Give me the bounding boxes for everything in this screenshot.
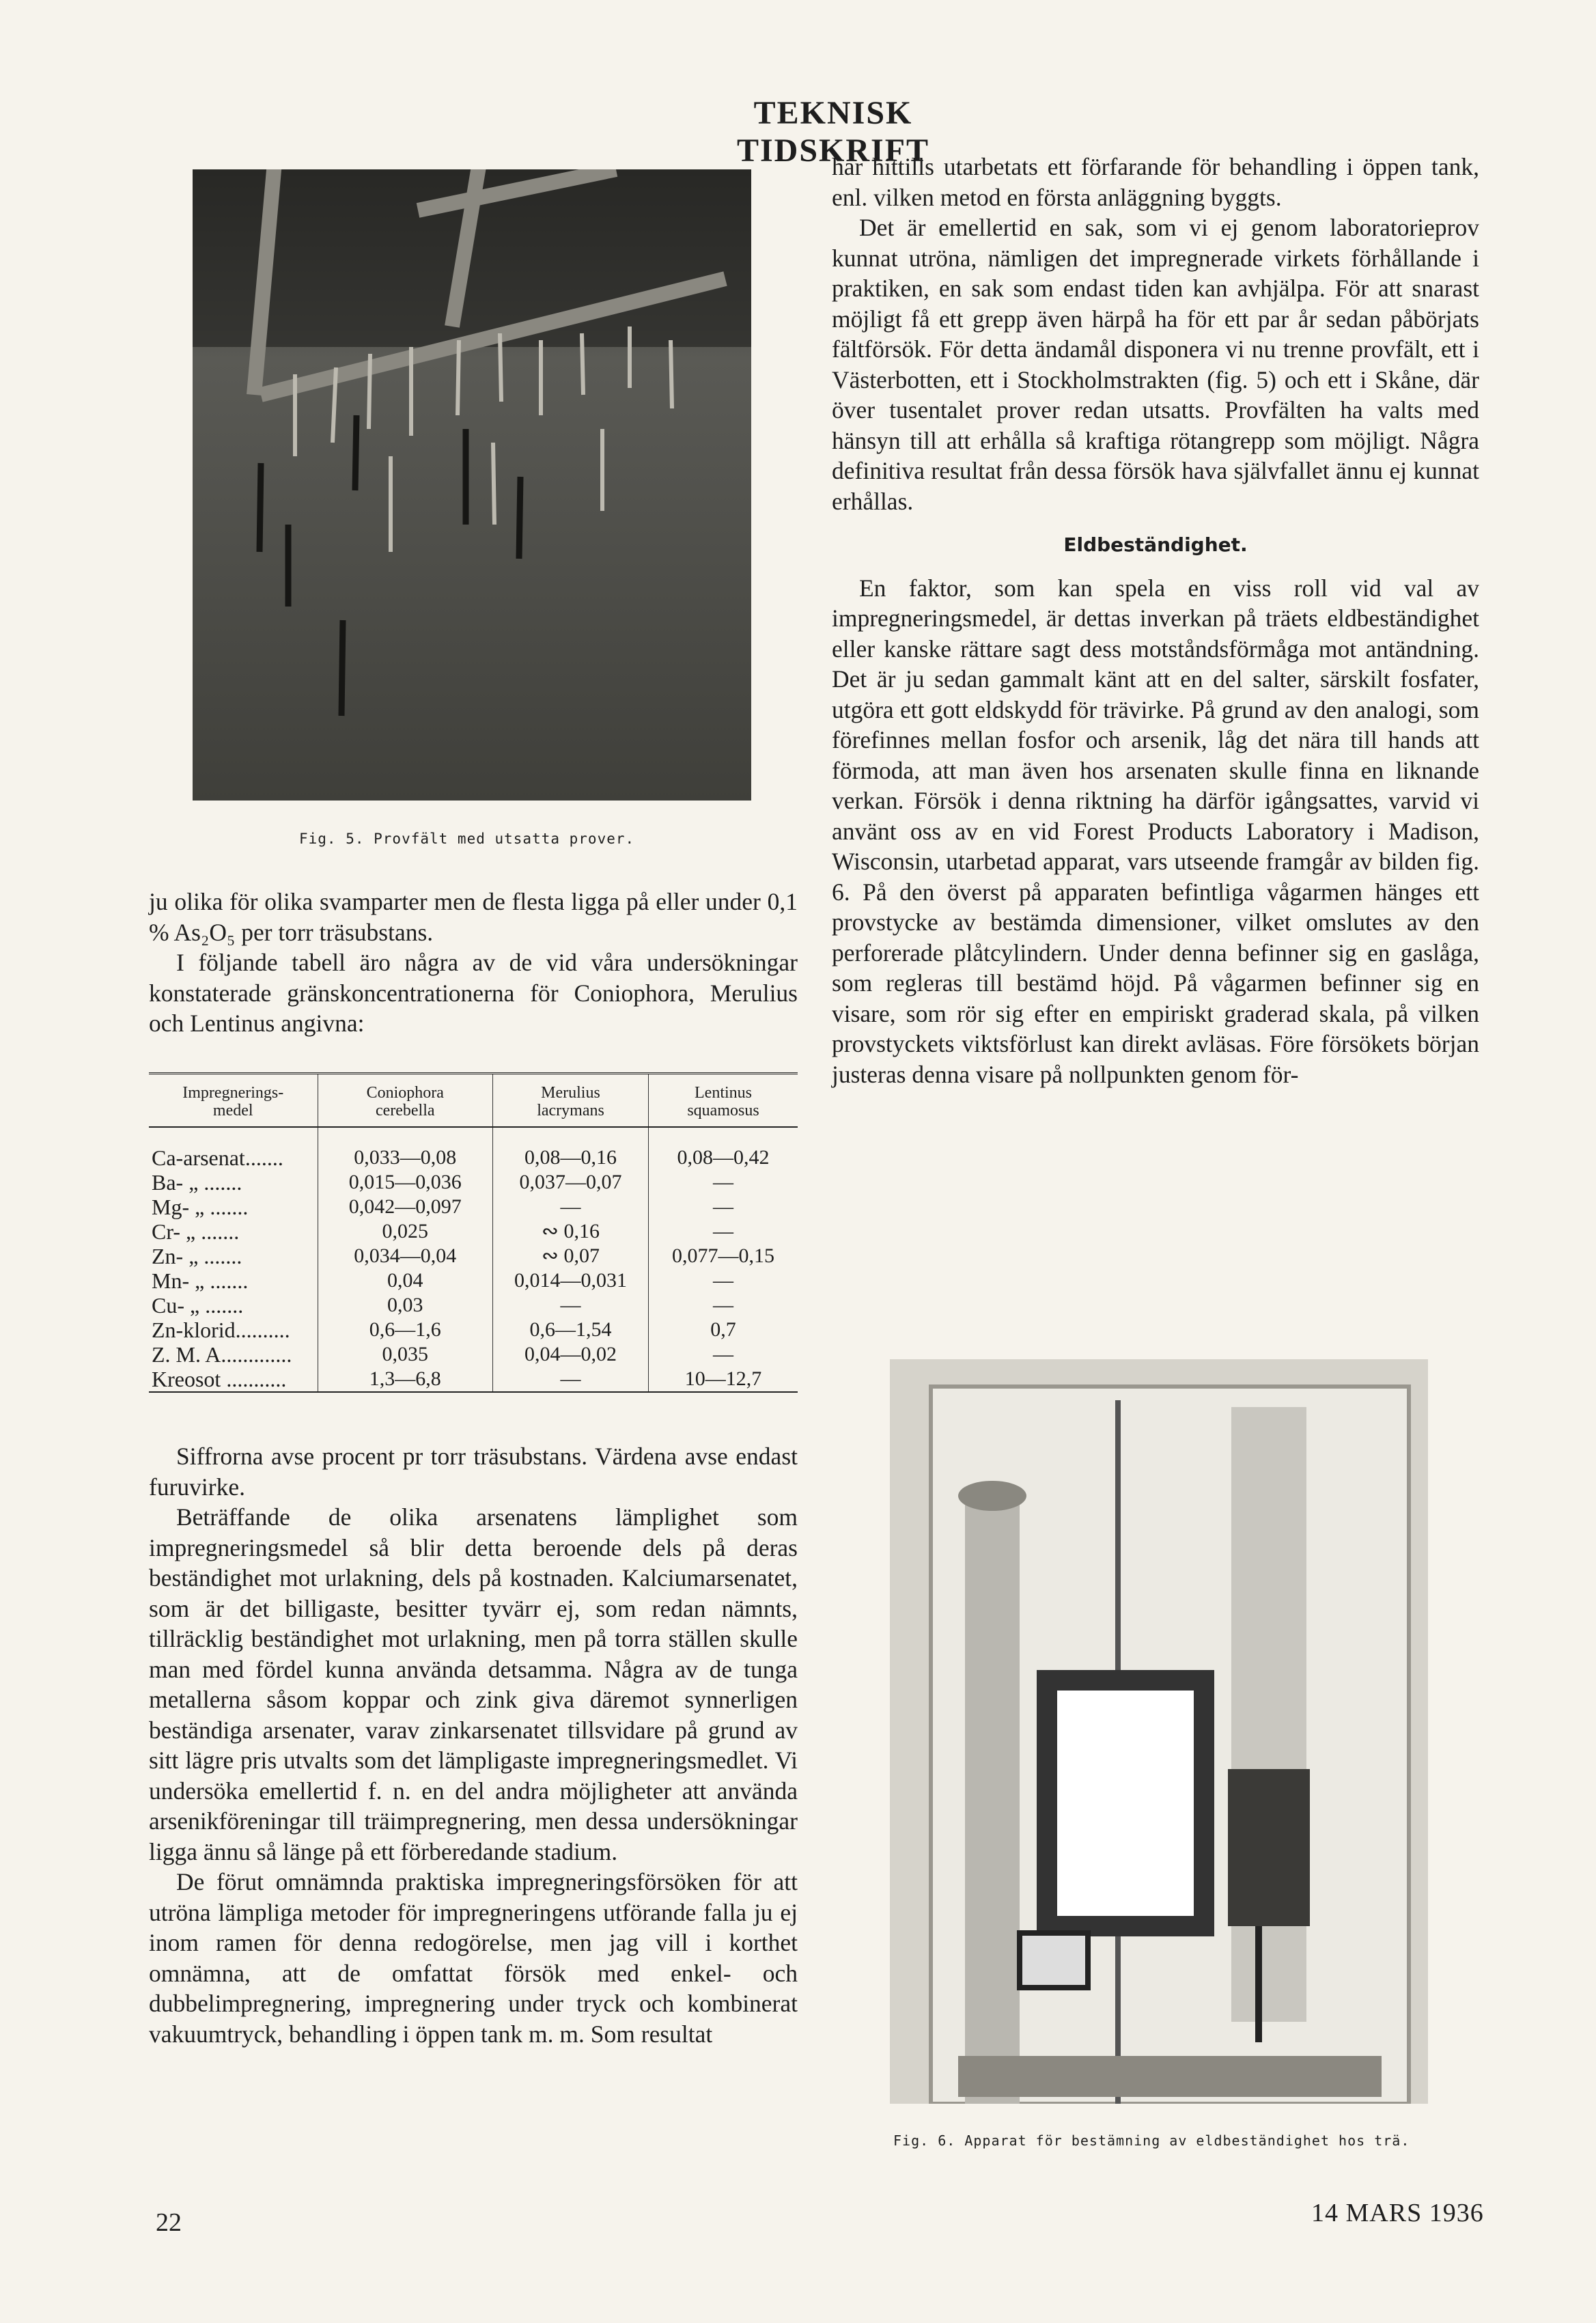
paragraph: Det är emellertid en sak, som vi ej genom laboratorieprov kunnat utröna, nämligen det impregnerade virkets förhållande i praktiken, en sak som endast tiden kan avhjälpa. För att snarast möjligt få ett grepp även härpå ha för ett par år sedan påbörjats fältförsök. För detta ändamål disponera vi nu trenne provfält, ett i Västerbotten, ett i Stockholmstrakten (fig. 5) och ett i Skåne, där över tusentalet prover redan utsatts. Provfälten ha valts med hänsyn till att erhålla så kraftiga rötangrepp som möjligt. Några definitiva resultat från dessa försök hava självfallet ännu ej kunnat erhållas. xyxy=(832,214,1479,515)
table-cell: — xyxy=(493,1293,649,1318)
figure-5-caption: Fig. 5. Provfält med utsatta prover. xyxy=(299,831,635,847)
apparatus-photo xyxy=(890,1359,1428,2104)
table-cell: 0,08—0,16 xyxy=(493,1127,649,1170)
table-row xyxy=(149,1127,798,1170)
table-row xyxy=(149,1170,798,1195)
table-cell: 0,077—0,15 xyxy=(649,1244,798,1268)
concentration-table xyxy=(149,1072,798,1393)
left-column-top xyxy=(149,887,798,1039)
section-heading: Eldbeständighet. xyxy=(1063,533,1248,556)
table-cell: Mn- „ ....... xyxy=(152,1268,249,1293)
table-cell: — xyxy=(649,1219,798,1244)
table-cell: Ca-arsenat....... xyxy=(152,1145,283,1170)
table-row xyxy=(149,1195,798,1219)
issue-date: 14 MARS 1936 xyxy=(1311,2199,1484,2227)
left-column-bottom xyxy=(149,1441,798,2049)
table-cell: Zn-klorid.......... xyxy=(152,1318,290,1342)
page-number: 22 xyxy=(156,2208,182,2237)
table-row xyxy=(149,1342,798,1367)
table-row xyxy=(149,1367,798,1392)
table-row xyxy=(149,1318,798,1342)
table-cell: — xyxy=(493,1195,649,1219)
table-cell: Z. M. A............. xyxy=(152,1342,292,1367)
right-column xyxy=(832,152,1479,1089)
table-cell: Cr- „ ....... xyxy=(152,1219,240,1244)
table-cell: 0,015—0,036 xyxy=(318,1170,493,1195)
paragraph: Beträffande de olika arsenatens lämplighet som impregneringsmedel så blir detta beroende dels på deras beständighet mot urlakning, dels på kostnaden. Kalciumarsenatet, som är det billigaste, besitter tyvärr ej, som redan nämnts, tillräcklig beständighet mot urlakning, men på torra ställen skulle man med fördel kunna använda detsamma. Några av de tunga metallerna såsom koppar och zink giva däremot synnerligen beständiga arsenater, varav zinkarsenatet tillsvidare på grund av sitt lägre pris utvalts som det lämpligaste impregneringsmedlet. Vi undersöka emellertid f. n. en del andra möjligheter att använda arsenikföreningar till träimpregnering, men dessa undersökningar ligga ännu så länge på ett förberedande stadium. xyxy=(149,1503,798,1865)
table-cell: 0,7 xyxy=(649,1318,798,1342)
table-cell: 0,033—0,08 xyxy=(318,1127,493,1170)
paragraph: De förut omnämnda praktiska impregneringsförsöken för att utröna lämpliga metoder för impregneringens utförande falla ju ej inom ramen för denna redogörelse, men jag vill i korthet omnämna, att de omfattat försök med enkel- och dubbelimpregnering, impregnering under tryck och kombinerat vakuumtryck, behandling i öppen tank m. m. Som resultat xyxy=(149,1868,798,2048)
table-cell: 0,025 xyxy=(318,1219,493,1244)
table-cell: Zn- „ ....... xyxy=(152,1244,242,1268)
table-cell: 0,034—0,04 xyxy=(318,1244,493,1268)
table-cell: 0,04 xyxy=(318,1268,493,1293)
table-cell: Ba- „ ....... xyxy=(152,1170,242,1195)
figure-6-caption: Fig. 6. Apparat för bestämning av eldbeständighet hos trä. xyxy=(893,2132,1410,2149)
table-cell: — xyxy=(649,1170,798,1195)
table-cell: — xyxy=(493,1367,649,1392)
paragraph: har hittills utarbetats ett förfarande för behandling i öppen tank, enl. vilken metod en första anläggning byggts. xyxy=(832,153,1479,211)
table-header: Impregnerings- medel xyxy=(149,1074,318,1128)
table-cell: 0,035 xyxy=(318,1342,493,1367)
table-cell: 1,3—6,8 xyxy=(318,1367,493,1392)
table-header: Merulius lacrymans xyxy=(493,1074,649,1128)
table-cell: 0,6—1,54 xyxy=(493,1318,649,1342)
table-cell: 0,03 xyxy=(318,1293,493,1318)
table-cell: 0,037—0,07 xyxy=(493,1170,649,1195)
table-row xyxy=(149,1244,798,1268)
table-header: Lentinus squamosus xyxy=(649,1074,798,1128)
paragraph: I följande tabell äro några av de vid våra undersökningar konstaterade gränskoncentrationerna för Coniophora, Merulius och Lentinus angivna: xyxy=(149,949,798,1037)
field-test-photo xyxy=(193,169,751,801)
table-cell: 0,08—0,42 xyxy=(649,1127,798,1170)
table-row xyxy=(149,1219,798,1244)
table-cell: — xyxy=(649,1293,798,1318)
journal-header: TEKNISK TIDSKRIFT xyxy=(736,95,930,169)
table-cell: 0,042—0,097 xyxy=(318,1195,493,1219)
table-row xyxy=(149,1268,798,1293)
table-cell: Cu- „ ....... xyxy=(152,1293,244,1318)
paragraph: Siffrorna avse procent pr torr träsubstans. Värdena avse endast furuvirke. xyxy=(149,1443,798,1501)
table-cell: 0,04—0,02 xyxy=(493,1342,649,1367)
table-cell: ∾ 0,16 xyxy=(493,1219,649,1244)
table-header: Coniophora cerebella xyxy=(318,1074,493,1128)
table-cell: Mg- „ ....... xyxy=(152,1195,249,1219)
table-cell: ∾ 0,07 xyxy=(493,1244,649,1268)
table-cell: — xyxy=(649,1268,798,1293)
paragraph: ju olika för olika svamparter men de flesta ligga på eller under 0,1 % As₂O₅ per torr träsubstans. xyxy=(149,888,798,946)
table-cell: 10—12,7 xyxy=(649,1367,798,1392)
paragraph: En faktor, som kan spela en viss roll vid val av impregneringsmedel, är dettas inverkan på träets eldbeständighet eller kanske rättare sagt dess motståndsförmåga mot antändning. Det är ju sedan gammalt känt att en del salter, särskilt fosfater, utgöra ett gott eldskydd för trävirke. På grund av den analogi, som förefinnes mellan fosfor och arsenik, låg det nära till hands att förmoda, att man även hos arsenaten skulle finna en liknande verkan. Försök i denna riktning ha därför igångsattes, varvid vi använt oss av en vid Forest Products Laboratory i Madison, Wisconsin, utarbetad apparat, vars utseende framgår av bilden fig. 6. På den överst på apparaten befintliga vågarmen hänges ett provstycke av bestämda dimensioner, vilket omslutes av den perforerade plåtcylindern. Under denna befinner sig en gaslåga, som regleras till bestämd höjd. På vågarmen befinner sig en visare, som rör sig efter en empiriskt graderad skala, på vilken provstyckets viktsförlust kan direkt avläsas. Före försökets början justeras denna visare på nollpunkten genom för- xyxy=(832,574,1479,1088)
table-cell: — xyxy=(649,1195,798,1219)
table-cell: — xyxy=(649,1342,798,1367)
table-cell: 0,6—1,6 xyxy=(318,1318,493,1342)
table-cell: 0,014—0,031 xyxy=(493,1268,649,1293)
table-row xyxy=(149,1293,798,1318)
table-cell: Kreosot ........... xyxy=(152,1367,287,1391)
